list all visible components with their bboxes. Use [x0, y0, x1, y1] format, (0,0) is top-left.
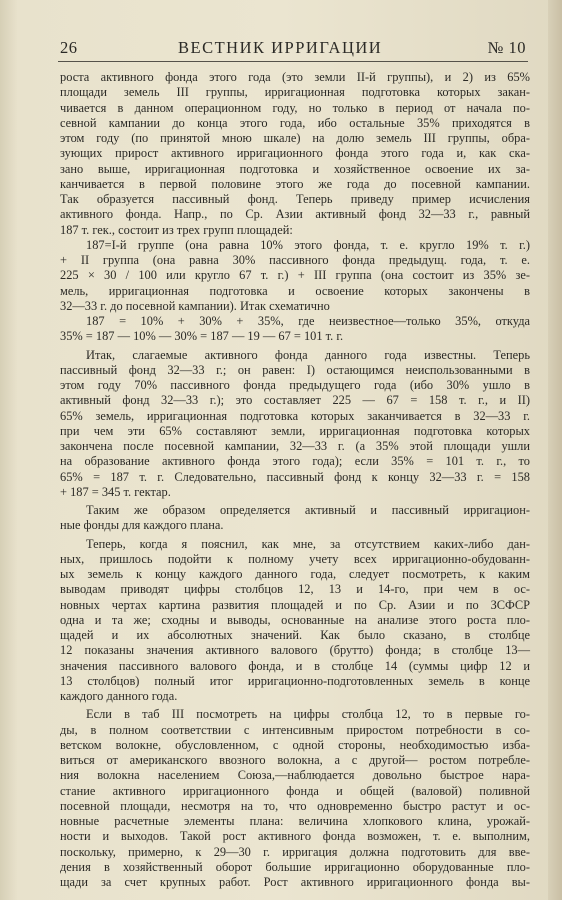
- text-line: ных, пришлось подойти к полному учету всех ирригационно-обудованн-: [60, 551, 530, 566]
- text-line: ды, в полном соответствии с интенсивным приростом потребности в со-: [60, 722, 530, 737]
- text-line: стание активного ирригационного фонда и общей (валовой) поливной: [60, 783, 530, 798]
- text-line: Теперь, когда я пояснил, как мне, за отсутствием каких-либо дан-: [86, 536, 530, 551]
- text-line: 65% земель, ирригационная подготовка которых заканчивается в 32—33 г.: [60, 408, 530, 423]
- text-line: значения пассивного валового фонда, и в столбце 14 (суммы цифр 12 и: [60, 658, 530, 673]
- text-line: чивается в данном операционном году, но только в период от начала по-: [60, 100, 530, 115]
- text-line: Если в таб III посмотреть на цифры столбца 12, то в первые го-: [86, 707, 530, 722]
- formula-line: 187=I-й группе (она равна 10% этого фонда, т. е. кругло 19% т. г.): [86, 237, 530, 252]
- text-line: ности и выходов. Такой рост активного фонда возможен, т. е. выполним,: [60, 829, 530, 844]
- issue-number: № 10: [487, 38, 526, 57]
- text-line: щадей и их абсолютных значений. Как было сказано, в столбце: [60, 628, 530, 642]
- text-line: на образование активного фонда этого года); если 35% = 101 т. г., то: [60, 454, 530, 469]
- text-line: новных чертах картина развития площадей и по Ср. Азии и по ЗСФСР: [60, 597, 530, 612]
- body-text: [60, 70, 530, 890]
- text-line: 32—33 г. до посевной кампании). Итак схематично: [60, 298, 330, 313]
- text-line: закончена после посевной кампании, 32—33 г. (а 35% этой площади ушли: [60, 439, 530, 453]
- text-line: зано выше, ирригационная подготовка и хозяйственное освоение их за-: [60, 161, 530, 176]
- text-line: новные расчетные элементы плана: величина хлопкового клина, урожай-: [60, 814, 530, 828]
- text-line: каждого данного года.: [60, 689, 178, 703]
- text-line: выводам приводят цифры столбцов 12, 13 и 14-го, при чем в ос-: [60, 582, 530, 597]
- text-line: дения в хозяйственный оборот большие ирригационно оборудованные пло-: [60, 859, 530, 874]
- text-line: ых земель к концу каждого данного года, следует посмотреть, к каким: [60, 567, 530, 581]
- text-line: 65% = 187 т. г. Следовательно, пассивный фонд к концу 32—33 г. = 158: [60, 469, 530, 484]
- text-line: виться от американского ввозного волокна, а с другой— ростом потребле-: [60, 753, 530, 767]
- formula-line: 225 × 30 / 100 или кругло 67 т. г.) + III группа (она состоит из 35% зе-: [60, 268, 530, 283]
- text-line: этом году 70% пассивного фонда предыдущего года (ибо 30% ушло в: [60, 378, 530, 392]
- text-line: мель, ирригационная подготовка и освоение которых закончены в: [60, 283, 530, 298]
- journal-title: ВЕСТНИК ИРРИГАЦИИ: [178, 38, 383, 57]
- page-number: 26: [60, 38, 78, 57]
- text-line: пассивный фонд 32—33 г.; он равен: I) остающимся неиспользованными в: [60, 362, 530, 377]
- text-line: Так образуется пассивный фонд. Теперь приведу пример исчисления: [60, 192, 530, 206]
- header-rule: [58, 61, 528, 62]
- text-line: активный фонд 32—33 г.); это составляет 225 — 67 = 158 т. г., и II): [60, 393, 530, 408]
- text-line: + 187 = 345 т. гектар.: [60, 484, 171, 499]
- text-line: этом году (по принятой мною шкале) на долю земель III группы, обра-: [60, 131, 530, 145]
- page-edge-shadow: [0, 0, 18, 900]
- formula-line: 187 = 10% + 30% + 35%, где неизвестное—только 35%, откуда: [86, 314, 530, 328]
- text-line: Таким же образом определяется активный и пассивный ирригацион-: [86, 503, 530, 517]
- text-line: поскольку, примерно, к 29—30 г. ирригация должна подготовить для вве-: [60, 844, 530, 859]
- text-line: 13 столбцов) полный итог ирригационно-подготовленных земель в конце: [60, 673, 530, 688]
- text-line: роста активного фонда этого года (это земли II-й группы), и 2) из 65%: [60, 70, 530, 84]
- text-line: одна и та же; сходны и выводы, основанные на анализе этого роста пло-: [60, 612, 530, 627]
- text-line: севной кампании до конца этого года, ибо остальные 35% приходятся в: [60, 115, 530, 130]
- text-line: канчивается в первой половине этого же года до посевной кампании.: [60, 176, 530, 191]
- text-line: зующих прирост активного ирригационного фонда этого года и, как ска-: [60, 146, 530, 161]
- text-line: активного фонда. Напр., по Ср. Азии активный фонд 32—33 г., равный: [60, 207, 530, 222]
- text-line: 12 показаны значения активного валового (брутто) фонда; в столбце 13—: [60, 643, 530, 658]
- page-edge: [548, 0, 562, 900]
- formula-line: + II группа (она равна 30% пассивного фонда предыдущ. года, т. е.: [60, 253, 530, 267]
- text-line: посевной площади, несмотря на то, что одновременно быстро растут и ос-: [60, 798, 530, 813]
- text-line: ветском волокне, обусловленном, с одной стороны, необходимостью изба-: [60, 737, 530, 752]
- formula-line: 35% = 187 — 10% — 30% = 187 — 19 — 67 = 101 т. г.: [60, 329, 344, 344]
- text-line: при чем эти 65% составляют земли, ирригационная подготовка которых: [60, 423, 530, 438]
- text-line: ния волокна населением Союза,—наблюдается довольно быстрое нара-: [60, 768, 530, 783]
- text-line: 187 т. гек., состоит из трех групп площадей:: [60, 222, 293, 237]
- text-line: площади земель III группы, ирригационная подготовка которых закан-: [60, 85, 530, 100]
- text-line: ные фонды для каждого плана.: [60, 518, 224, 533]
- text-line: Итак, слагаемые активного фонда данного года известны. Теперь: [86, 347, 530, 362]
- text-line: щади за счет крупных работ. Рост активного ирригационного фонда вы-: [60, 875, 530, 889]
- running-header: [60, 38, 530, 60]
